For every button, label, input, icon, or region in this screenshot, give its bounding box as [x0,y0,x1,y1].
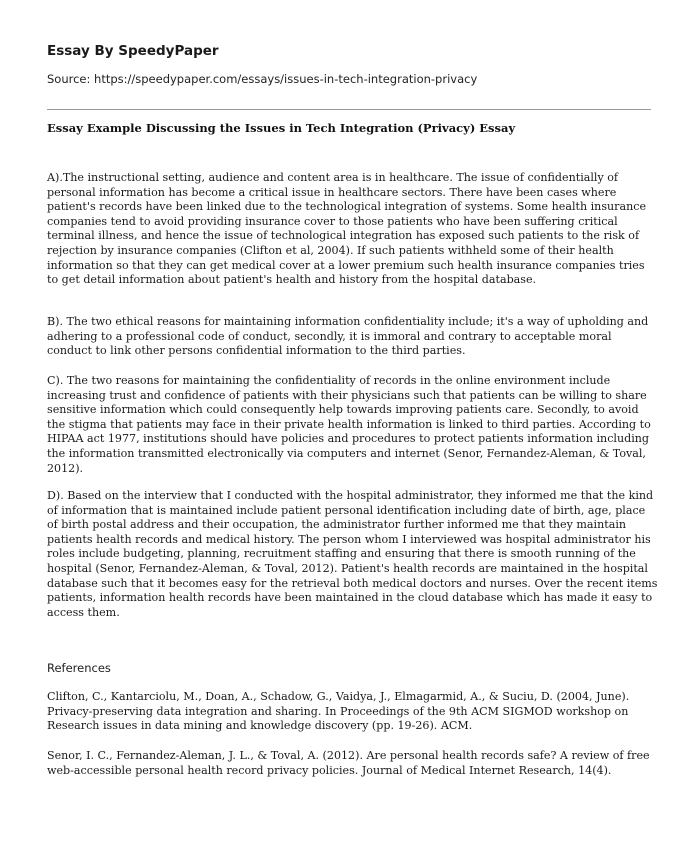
reference-item: Senor, I. C., Fernandez-Aleman, J. L., & Toval, A. (2012). Are personal health records safe? A review of free web-accessible personal health record privacy policies. Journal of Medical Internet Research, 14(4). [47,749,650,777]
reference-item: Clifton, C., Kantarciolu, M., Doan, A., Schadow, G., Vaidya, J., Elmagarmid, A., & Suciu, D. (2004, June). Privacy-preserving data integration and sharing. In Proceedings of the 9th ACM SIGMOD workshop on Research issues in data mining and knowledge discovery (pp. 19-26). ACM. [47,690,630,733]
paragraph-c: C). The two reasons for maintaining the confidentiality of records in the online environment include increasing trust and confidence of patients with their physicians such that patients can be willing to share sensitive information which could consequently help towards improving patients care. Secondly, to avoid the stigma that patients may face in their private health information is linked to third parties. According to HIPAA act 1977, institutions should have policies and procedures to protect patients information including the information transmitted electronically via computers and internet (Senor, Fernandez-Aleman, & Toval, 2012). [47,374,651,475]
source-url: Source: https://speedypaper.com/essays/issues-in-tech-integration-privacy [47,72,478,86]
header-divider [47,109,651,110]
paragraph-a: A).The instructional setting, audience and content area is in healthcare. The issue of confidentially of personal information has become a critical issue in healthcare sectors. There have been cases where patient's records have been linked due to the technological integration of systems. Some health insurance companies tend to avoid providing insurance cover to those patients who have been suffering critical terminal illness, and hence the issue of technological integration has exposed such patients to the risk of rejection by insurance companies (Clifton et al, 2004). If such patients withheld some of their health information so that they can get medical cover at a lower premium such health insurance companies tries to get detail information about patient's health and history from the hospital database. [47,171,647,287]
paragraph-b: B). The two ethical reasons for maintaining information confidentiality include; it's a way of upholding and adhering to a professional code of conduct, secondly, it is immoral and contrary to acceptable moral conduct to link other persons confidential information to the third parties. [47,315,649,358]
paragraph-d: D). Based on the interview that I conducted with the hospital administrator, they informed me that the kind of information that is maintained include patient personal identification including date of birth, age, place of birth postal address and their occupation, the administrator further informed me that they maintain patients health records and medical history. The person whom I interviewed was hospital administrator his roles include budgeting, planning, recruitment staffing and ensuring that there is smooth running of the hospital (Senor, Fernandez-Aleman, & Toval, 2012). Patient's health records are maintained in the hospital database such that it becomes easy for the retrieval both medical doctors and nurses. Over the recent items patients, information health records have been maintained in the cloud database which has made it easy to access them. [47,489,658,619]
site-header-title: Essay By SpeedyPaper [47,43,219,59]
essay-title: Essay Example Discussing the Issues in Tech Integration (Privacy) Essay [47,121,516,135]
references-heading: References [47,661,111,675]
